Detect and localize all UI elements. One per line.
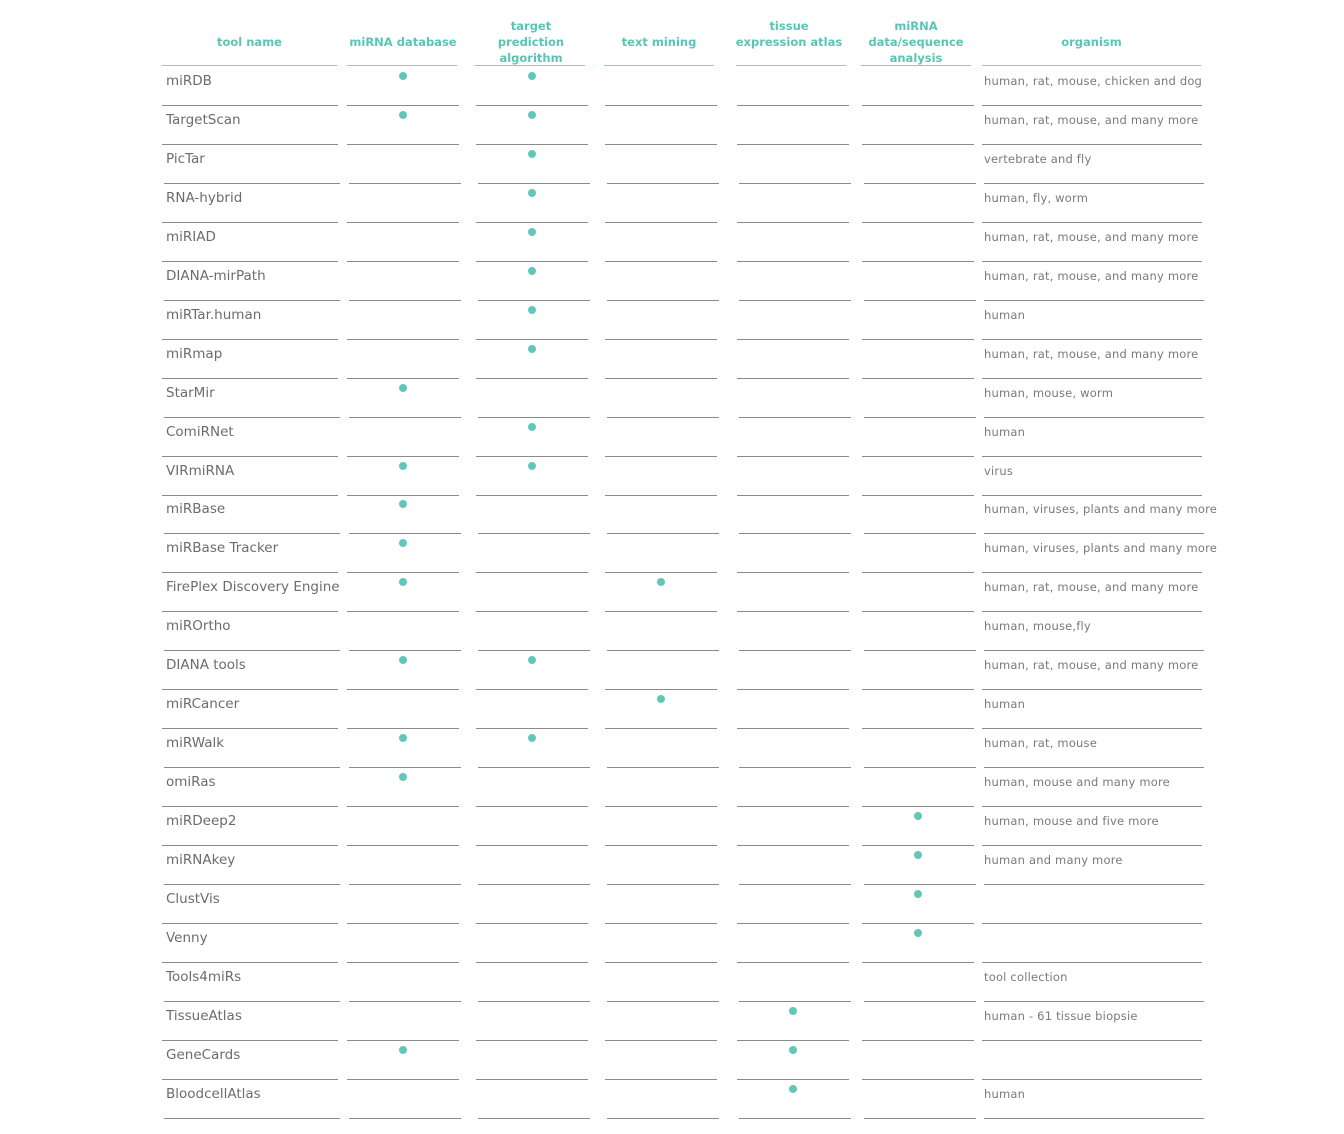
feature-dot-icon [914,851,922,859]
organism-cell [982,1002,1202,1041]
tool-name: miRDB [166,73,212,89]
text-mining-cell [605,301,717,340]
tool-name: DIANA-mirPath [166,267,266,284]
tool-name-cell [164,262,340,301]
tissue-expression-cell [737,301,849,340]
tool-name: miRNAkey [166,852,236,868]
tool-name-cell [162,768,338,807]
organism-cell [984,262,1204,301]
target-prediction-cell [476,651,588,690]
feature-dot-icon [399,72,407,80]
text-mining-cell [607,379,719,418]
organism-text: human, viruses, plants and many more [984,502,1218,517]
feature-dot-icon [528,150,536,158]
organism-text: human [984,697,1026,712]
header-underline [982,65,1201,66]
mirna-analysis-cell [862,534,974,573]
organism-text: human, rat, mouse, and many more [984,229,1199,244]
organism-cell [982,690,1202,729]
mirna-analysis-cell [864,145,976,184]
feature-dot-icon [528,423,536,431]
feature-dot-icon [789,1085,797,1093]
mirna-analysis-cell [864,495,976,534]
organism-cell [984,963,1204,1002]
mirna-database-cell [347,807,459,846]
organism-cell [982,457,1202,496]
tool-name: BloodcellAtlas [166,1085,261,1102]
feature-dot-icon [528,267,536,275]
target-prediction-cell [476,184,588,223]
mirna-analysis-cell [862,768,974,807]
mirna-analysis-cell [862,924,974,963]
tissue-expression-cell [737,184,849,223]
tool-name: StarMir [166,384,215,401]
text-mining-cell [605,768,717,807]
header-organism: organism [1061,35,1122,49]
tissue-expression-cell [739,846,851,885]
organism-text: human, rat, mouse, and many more [984,580,1199,595]
text-mining-cell [607,612,719,651]
mirna-database-cell [347,573,459,612]
text-mining-cell [607,963,719,1002]
row-underline [164,1118,340,1119]
feature-dot-icon [399,734,407,742]
tool-name: TissueAtlas [166,1007,242,1024]
text-mining-cell [605,690,717,729]
row-underline [349,1118,461,1119]
organism-text: human [984,307,1026,322]
tissue-expression-cell [739,145,851,184]
mirna-analysis-cell [862,651,974,690]
text-mining-cell [605,924,717,963]
mirna-database-cell [347,1002,459,1041]
organism-text: human, rat, mouse, chicken and dog [984,74,1203,88]
header-underline [347,65,457,66]
mirna-analysis-cell [862,457,974,496]
mirna-database-cell [347,184,459,223]
target-prediction-cell [478,729,590,768]
mirna-analysis-cell [862,885,974,924]
tissue-expression-cell [737,924,849,963]
tool-name-cell [162,1002,338,1041]
organism-cell [984,145,1204,184]
tool-name-cell [162,885,338,924]
organism-text: human, mouse and five more [984,814,1159,829]
feature-dot-icon [528,72,536,80]
tissue-expression-cell [737,651,849,690]
tool-name: miRTar.human [166,306,262,323]
organism-text: human, rat, mouse [984,736,1098,751]
text-mining-cell [607,262,719,301]
target-prediction-cell [476,301,588,340]
tissue-expression-cell [737,573,849,612]
organism-text: human, rat, mouse, and many more [984,346,1199,361]
mirna-database-cell [347,1041,459,1080]
tool-name: miRDeep2 [166,813,237,830]
tissue-expression-cell [737,534,849,573]
organism-text: human - 61 tissue biopsie [984,1008,1138,1023]
organism-cell [982,885,1202,924]
mirna-database-cell [349,729,461,768]
text-mining-cell [607,729,719,768]
tool-name-cell [162,924,338,963]
mirna-analysis-cell [862,67,974,106]
target-prediction-cell [476,1041,588,1080]
text-mining-cell [605,418,717,457]
tissue-expression-cell [739,729,851,768]
tool-name-cell [164,963,340,1002]
text-mining-cell [605,807,717,846]
mirna-database-cell [347,457,459,496]
organism-text: human and many more [984,853,1123,867]
organism-cell [982,301,1202,340]
target-prediction-cell [476,768,588,807]
feature-dot-icon [657,695,665,703]
mirna-database-cell [347,223,459,262]
tissue-expression-cell [737,690,849,729]
mirna-database-cell [347,651,459,690]
organism-cell [982,223,1202,262]
tool-name: miRCancer [166,696,240,713]
mirna-database-cell [349,612,461,651]
feature-dot-icon [528,656,536,664]
target-prediction-cell [476,573,588,612]
mirna-analysis-cell [862,573,974,612]
text-mining-cell [605,534,717,573]
target-prediction-cell [476,807,588,846]
feature-dot-icon [399,578,407,586]
text-mining-cell [605,1002,717,1041]
tool-name: RNA-hybrid [166,189,243,206]
target-prediction-cell [478,262,590,301]
feature-dot-icon [914,890,922,898]
text-mining-cell [605,67,717,106]
target-prediction-cell [476,106,588,145]
tool-name-cell [164,612,340,651]
tool-name-cell [162,1041,338,1080]
mirna-database-cell [347,768,459,807]
header-mirna-analysis: miRNA data/sequence analysis [868,19,964,65]
tool-name: miRBase Tracker [166,540,279,557]
mirna-database-cell [347,106,459,145]
organism-cell [982,534,1218,573]
mirna-database-cell [349,1080,461,1119]
tool-name-cell [164,379,340,418]
tool-name-cell [162,223,338,262]
organism-cell [982,807,1202,846]
tool-name-cell [162,106,338,145]
tool-name-cell [162,418,338,457]
tool-name-cell [162,301,338,340]
tool-name-cell [164,1080,340,1119]
header-underline [475,65,585,66]
feature-dot-icon [399,462,407,470]
organism-text: vertebrate and fly [984,151,1092,166]
tool-name: omiRas [166,774,216,791]
tool-name: PicTar [166,150,205,167]
feature-dot-icon [528,462,536,470]
feature-dot-icon [914,929,922,937]
mirna-analysis-cell [862,340,974,379]
header-text-mining: text mining [621,35,697,49]
organism-cell [982,1041,1202,1080]
target-prediction-cell [476,1002,588,1041]
target-prediction-cell [476,924,588,963]
feature-dot-icon [789,1007,797,1015]
mirna-analysis-cell [862,418,974,457]
header-underline [162,65,337,66]
tool-name: miRIAD [166,228,216,245]
feature-dot-icon [914,812,922,820]
organism-cell [984,495,1218,534]
tool-name: FirePlex Discovery Engine [166,579,340,596]
text-mining-cell [605,1041,717,1080]
target-prediction-cell [476,223,588,262]
mirna-analysis-cell [864,1080,976,1119]
target-prediction-cell [478,846,590,885]
tool-name-cell [162,184,338,223]
target-prediction-cell [476,885,588,924]
feature-dot-icon [399,384,407,392]
organism-cell [984,846,1204,885]
organism-text: human, mouse, worm [984,385,1114,400]
tool-name-cell [162,573,338,612]
mirna-analysis-cell [862,690,974,729]
mirna-database-cell [347,301,459,340]
feature-dot-icon [399,111,407,119]
target-prediction-cell [478,963,590,1002]
mirna-database-cell [347,534,459,573]
organism-cell [982,67,1202,106]
mirna-analysis-cell [864,846,976,885]
text-mining-cell [605,885,717,924]
tissue-expression-cell [737,106,849,145]
text-mining-cell [605,651,717,690]
text-mining-cell [607,846,719,885]
header-target-prediction: target prediction algorithm [497,19,565,65]
feature-dot-icon [528,111,536,119]
header-tool-name: tool name [217,35,282,49]
mirna-database-cell [347,885,459,924]
mirna-analysis-cell [864,262,976,301]
row-underline [864,1118,976,1119]
tissue-expression-cell [739,262,851,301]
organism-text: human, mouse and many more [984,775,1170,790]
organism-text: human [984,424,1026,439]
organism-cell [984,612,1204,651]
organism-cell [982,106,1202,145]
tool-name: GeneCards [166,1046,241,1063]
organism-cell [982,651,1202,690]
mirna-database-cell [349,145,461,184]
row-underline [984,1118,1204,1119]
tissue-expression-cell [739,495,851,534]
target-prediction-cell [478,612,590,651]
text-mining-cell [605,573,717,612]
organism-text: human, rat, mouse, and many more [984,112,1199,127]
mirna-analysis-cell [864,379,976,418]
mirna-analysis-cell [864,612,976,651]
mirna-database-cell [349,963,461,1002]
tissue-expression-cell [737,223,849,262]
tool-name: ComiRNet [166,423,234,440]
mirna-analysis-cell [862,807,974,846]
tool-name: VIRmiRNA [166,462,235,479]
organism-cell [984,729,1204,768]
tool-name-cell [162,807,338,846]
tool-name-cell [162,457,338,496]
mirna-analysis-cell [862,1041,974,1080]
organism-text: human, viruses, plants and many more [984,541,1218,556]
target-prediction-cell [478,379,590,418]
mirna-database-cell [347,340,459,379]
tissue-expression-cell [737,340,849,379]
tissue-expression-cell [737,1041,849,1080]
organism-cell [982,418,1202,457]
tissue-expression-cell [739,612,851,651]
mirna-analysis-cell [862,184,974,223]
tool-name: ClustVis [166,890,220,907]
mirna-analysis-cell [862,106,974,145]
target-prediction-cell [476,340,588,379]
mirna-database-cell [347,690,459,729]
tool-name: miRBase [166,501,226,518]
tissue-expression-cell [737,418,849,457]
tool-name-cell [162,690,338,729]
text-mining-cell [605,340,717,379]
tool-name-cell [164,145,340,184]
organism-cell [982,340,1202,379]
header-tissue-expression: tissue expression atlas [735,19,843,49]
text-mining-cell [607,495,719,534]
tissue-expression-cell [737,67,849,106]
target-prediction-cell [476,457,588,496]
target-prediction-cell [478,495,590,534]
mirna-database-cell [349,262,461,301]
tissue-expression-cell [737,768,849,807]
tissue-expression-cell [737,885,849,924]
row-underline [607,1118,719,1119]
tool-name-cell [162,534,338,573]
tool-name-cell [162,67,338,106]
target-prediction-cell [478,1080,590,1119]
tissue-expression-cell [737,457,849,496]
tool-name: Tools4miRs [166,968,242,985]
organism-text: human, mouse,fly [984,619,1091,634]
header-underline [604,65,714,66]
feature-dot-icon [399,500,407,508]
mirna-analysis-cell [862,1002,974,1041]
feature-dot-icon [657,578,665,586]
organism-text: tool collection [984,969,1068,984]
tissue-expression-cell [737,1002,849,1041]
mirna-analysis-cell [864,963,976,1002]
tissue-expression-cell [739,1080,851,1119]
target-prediction-cell [476,690,588,729]
tool-name-cell [162,651,338,690]
organism-cell [984,1080,1204,1119]
mirna-analysis-cell [862,301,974,340]
feature-dot-icon [528,734,536,742]
tool-name: miROrtho [166,618,231,635]
feature-dot-icon [399,1046,407,1054]
mirna-analysis-cell [862,223,974,262]
text-mining-cell [605,184,717,223]
organism-cell [982,924,1202,963]
header-mirna-database: miRNA database [349,35,457,49]
feature-dot-icon [789,1046,797,1054]
organism-cell [982,768,1202,807]
feature-dot-icon [399,656,407,664]
mirna-analysis-cell [864,729,976,768]
mirna-database-cell [347,418,459,457]
mirna-database-cell [349,379,461,418]
text-mining-cell [605,223,717,262]
target-prediction-cell [476,67,588,106]
tool-name-cell [164,846,340,885]
feature-dot-icon [528,306,536,314]
feature-dot-icon [528,228,536,236]
tissue-expression-cell [737,807,849,846]
organism-cell [982,184,1202,223]
organism-text: human, rat, mouse, and many more [984,658,1199,673]
mirna-database-cell [347,924,459,963]
organism-text: human, fly, worm [984,190,1089,205]
tool-name: DIANA tools [166,657,246,674]
organism-text: human, rat, mouse, and many more [984,268,1199,283]
text-mining-cell [607,145,719,184]
feature-dot-icon [399,539,407,547]
mirna-database-cell [349,846,461,885]
organism-text: human [984,1086,1026,1101]
organism-text: virus [984,463,1014,478]
text-mining-cell [607,1080,719,1119]
tissue-expression-cell [739,379,851,418]
feature-dot-icon [399,773,407,781]
tool-name-cell [164,729,340,768]
feature-dot-icon [528,345,536,353]
target-prediction-cell [476,534,588,573]
mirna-database-cell [349,495,461,534]
organism-cell [982,573,1202,612]
organism-cell [984,379,1204,418]
row-underline [478,1118,590,1119]
header-underline [861,65,971,66]
tool-name: TargetScan [166,111,241,128]
tool-name-cell [162,340,338,379]
mirna-database-cell [347,67,459,106]
tool-name-cell [164,495,340,534]
row-underline [739,1118,851,1119]
tissue-expression-cell [739,963,851,1002]
feature-dot-icon [528,189,536,197]
text-mining-cell [605,106,717,145]
target-prediction-cell [476,418,588,457]
header-underline [736,65,846,66]
tool-name: Venny [166,929,208,946]
target-prediction-cell [478,145,590,184]
text-mining-cell [605,457,717,496]
tool-name: miRWalk [166,735,225,752]
tool-name: miRmap [166,345,223,362]
